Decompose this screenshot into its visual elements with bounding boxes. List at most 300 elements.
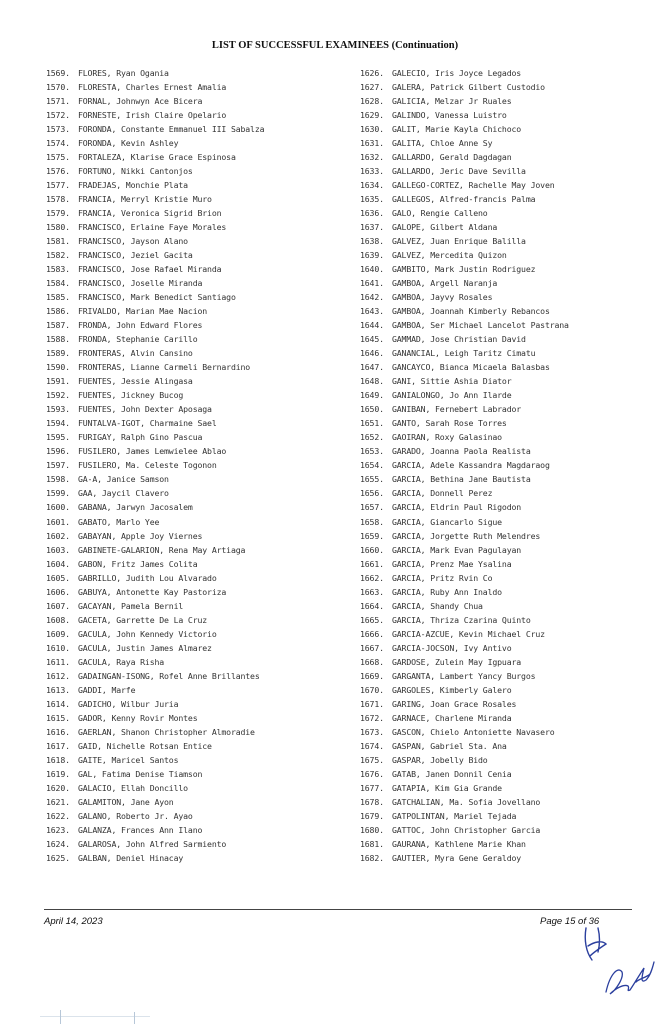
examinee-entry: [46, 304, 346, 318]
entry-number: 1628.: [360, 96, 384, 107]
examinee-entry: [360, 837, 660, 851]
examinee-name: FRANCISCO, Jose Rafael Miranda: [78, 264, 222, 275]
entry-number: 1625.: [46, 852, 70, 863]
examinee-name: FUENTES, Jessie Alingasa: [78, 376, 193, 387]
entry-number: 1630.: [360, 124, 384, 135]
entry-number: 1666.: [360, 628, 384, 639]
entry-number: 1600.: [46, 502, 70, 513]
examinee-entry: [46, 711, 346, 725]
footer-page-number: Page 15 of 36: [540, 916, 600, 927]
examinee-name: FRIVALDO, Marian Mae Nacion: [78, 306, 208, 317]
entry-number: 1598.: [46, 474, 70, 485]
examinee-name: GATTOC, John Christopher Garcia: [392, 824, 541, 835]
entry-number: 1614.: [46, 698, 70, 709]
examinee-name: FORNESTE, Irish Claire Opelario: [78, 110, 227, 121]
examinee-name: FUSILERO, Ma. Celeste Togonon: [78, 460, 217, 471]
examinee-entry: [46, 571, 346, 585]
entry-number: 1659.: [360, 530, 384, 541]
examinee-name: GALAMITON, Jane Ayon: [78, 796, 174, 807]
examinee-name: GANANCIAL, Leigh Taritz Cimatu: [392, 348, 536, 359]
entry-number: 1631.: [360, 138, 384, 149]
examinee-entry: [360, 150, 660, 164]
examinee-entry: [46, 360, 346, 374]
examinee-name: FUNTALVA-IGOT, Charmaine Sael: [78, 418, 217, 429]
entry-number: 1654.: [360, 460, 384, 471]
examinee-entry: [46, 234, 346, 248]
examinee-name: GARCIA, Giancarlo Sigue: [392, 516, 502, 527]
entry-number: 1612.: [46, 670, 70, 681]
examinee-entry: [46, 627, 346, 641]
entry-number: 1642.: [360, 292, 384, 303]
examinee-entry: [46, 164, 346, 178]
examinee-name: FURIGAY, Ralph Gino Pascua: [78, 432, 203, 443]
examinee-entry: [360, 823, 660, 837]
entry-number: 1588.: [46, 334, 70, 345]
examinee-entry: [360, 655, 660, 669]
entry-number: 1616.: [46, 726, 70, 737]
examinee-entry: [46, 136, 346, 150]
examinee-name: GA-A, Janice Samson: [78, 474, 169, 485]
entry-number: 1664.: [360, 600, 384, 611]
examinee-entry: [360, 697, 660, 711]
entry-number: 1678.: [360, 796, 384, 807]
entry-number: 1577.: [46, 180, 70, 191]
examinee-name: FORONDA, Constante Emmanuel III Sabalza: [78, 124, 265, 135]
examinee-entry: [360, 739, 660, 753]
examinee-entry: [46, 809, 346, 823]
examinee-name: GARDOSE, Zulein May Igpuara: [392, 656, 522, 667]
entry-number: 1627.: [360, 82, 384, 93]
examinee-name: GARGANTA, Lambert Yancy Burgos: [392, 670, 536, 681]
examinee-entry: [360, 66, 660, 80]
examinee-entry: [46, 178, 346, 192]
examinee-entry: [360, 262, 660, 276]
entry-number: 1609.: [46, 628, 70, 639]
examinee-entry: [360, 543, 660, 557]
entry-number: 1634.: [360, 180, 384, 191]
examinee-name: GALERA, Patrick Gilbert Custodio: [392, 82, 545, 93]
examinee-name: GARCIA, Shandy Chua: [392, 600, 483, 611]
entry-number: 1681.: [360, 838, 384, 849]
examinee-name: GALVEZ, Juan Enrique Balilla: [392, 236, 526, 247]
examinee-name: GABRILLO, Judith Lou Alvarado: [78, 572, 217, 583]
entry-number: 1596.: [46, 446, 70, 457]
examinee-name: FLORESTA, Charles Ernest Amalia: [78, 82, 227, 93]
examinee-entry: [360, 80, 660, 94]
examinee-entry: [46, 402, 346, 416]
examinee-entry: [46, 80, 346, 94]
examinee-name: FRONTERAS, Alvin Cansino: [78, 348, 193, 359]
examinee-entry: [360, 388, 660, 402]
examinee-entry: [46, 192, 346, 206]
examinee-name: GAMBOA, Argell Naranja: [392, 278, 498, 289]
examinee-name: FRANCISCO, Erlaine Faye Morales: [78, 222, 227, 233]
entry-number: 1586.: [46, 306, 70, 317]
examinee-name: GALITA, Chloe Anne Sy: [392, 138, 493, 149]
entry-number: 1578.: [46, 194, 70, 205]
examinee-entry: [46, 669, 346, 683]
entry-number: 1601.: [46, 516, 70, 527]
examinee-entry: [360, 234, 660, 248]
examinee-name: GARCIA-AZCUE, Kevin Michael Cruz: [392, 628, 545, 639]
examinee-name: GARCIA, Jorgette Ruth Melendres: [392, 530, 541, 541]
examinee-name: GARCIA, Thriza Czarina Quinto: [392, 614, 531, 625]
examinee-name: GALOPE, Gilbert Aldana: [392, 222, 498, 233]
entry-number: 1648.: [360, 376, 384, 387]
entry-number: 1584.: [46, 278, 70, 289]
examinee-entry: [46, 781, 346, 795]
examinee-entry: [46, 458, 346, 472]
examinee-entry: [46, 823, 346, 837]
examinee-name: FORNAL, Johnwyn Ace Bicera: [78, 96, 203, 107]
examinee-name: GALACIO, Ellah Doncillo: [78, 782, 188, 793]
examinee-entry: [360, 486, 660, 500]
examinee-entry: [360, 178, 660, 192]
examinee-entry: [46, 430, 346, 444]
entry-number: 1599.: [46, 488, 70, 499]
examinee-name: GACAYAN, Pamela Bernil: [78, 600, 184, 611]
entry-number: 1660.: [360, 544, 384, 555]
examinee-entry: [360, 360, 660, 374]
examinee-entry: [360, 753, 660, 767]
examinee-name: GARCIA, Bethina Jane Bautista: [392, 474, 531, 485]
examinee-name: GAMBOA, Jayvy Rosales: [392, 292, 493, 303]
entry-number: 1613.: [46, 684, 70, 695]
entry-number: 1662.: [360, 572, 384, 583]
entry-number: 1632.: [360, 152, 384, 163]
entry-number: 1638.: [360, 236, 384, 247]
examinee-entry: [46, 346, 346, 360]
examinee-name: GADICHO, Wilbur Juria: [78, 698, 179, 709]
entry-number: 1656.: [360, 488, 384, 499]
entry-number: 1590.: [46, 362, 70, 373]
examinee-entry: [360, 304, 660, 318]
examinee-entry: [360, 444, 660, 458]
entry-number: 1604.: [46, 558, 70, 569]
examinee-entry: [360, 781, 660, 795]
examinee-name: GANCAYCO, Bianca Micaela Balasbas: [392, 362, 550, 373]
entry-number: 1603.: [46, 544, 70, 555]
entry-number: 1592.: [46, 390, 70, 401]
examinee-entry: [360, 809, 660, 823]
footer-date: April 14, 2023: [44, 916, 103, 927]
entry-number: 1621.: [46, 796, 70, 807]
entry-number: 1575.: [46, 152, 70, 163]
entry-number: 1620.: [46, 782, 70, 793]
examinee-list-left: [46, 66, 346, 865]
examinee-entry: [46, 767, 346, 781]
entry-number: 1569.: [46, 68, 70, 78]
entry-number: 1661.: [360, 558, 384, 569]
examinee-name: GALANO, Roberto Jr. Ayao: [78, 810, 193, 821]
examinee-name: GALECIO, Iris Joyce Legados: [392, 68, 522, 78]
examinee-name: FUENTES, Jickney Bucog: [78, 390, 184, 401]
examinee-entry: [360, 206, 660, 220]
entry-number: 1650.: [360, 404, 384, 415]
examinee-entry: [360, 220, 660, 234]
examinee-entry: [360, 374, 660, 388]
examinee-name: GAA, Jaycil Clavero: [78, 488, 169, 499]
examinee-name: GALICIA, Melzar Jr Ruales: [392, 96, 512, 107]
examinee-entry: [46, 262, 346, 276]
entry-number: 1593.: [46, 404, 70, 415]
entry-number: 1608.: [46, 614, 70, 625]
examinee-entry: [360, 711, 660, 725]
examinee-name: GAURANA, Kathlene Marie Khan: [392, 838, 526, 849]
entry-number: 1624.: [46, 838, 70, 849]
examinee-entry: [46, 150, 346, 164]
entry-number: 1646.: [360, 348, 384, 359]
examinee-entry: [360, 122, 660, 136]
examinee-entry: [360, 248, 660, 262]
examinee-name: FRANCISCO, Mark Benedict Santiago: [78, 292, 236, 303]
entry-number: 1629.: [360, 110, 384, 121]
entry-number: 1649.: [360, 390, 384, 401]
entry-number: 1677.: [360, 782, 384, 793]
examinee-entry: [360, 571, 660, 585]
entry-number: 1594.: [46, 418, 70, 429]
examinee-name: GARCIA, Adele Kassandra Magdaraog: [392, 460, 550, 471]
entry-number: 1672.: [360, 712, 384, 723]
examinee-entry: [46, 318, 346, 332]
entry-number: 1607.: [46, 600, 70, 611]
examinee-entry: [46, 416, 346, 430]
examinee-entry: [46, 655, 346, 669]
examinee-name: GALVEZ, Mercedita Quizon: [392, 250, 507, 261]
examinee-name: GABATO, Marlo Yee: [78, 516, 160, 527]
examinee-name: GAUTIER, Myra Gene Geraldoy: [392, 852, 522, 863]
examinee-name: GANI, Sittie Ashia Diator: [392, 376, 512, 387]
examinee-name: GANTO, Sarah Rose Torres: [392, 418, 507, 429]
entry-number: 1653.: [360, 446, 384, 457]
handwritten-signature: [600, 944, 660, 1004]
entry-number: 1591.: [46, 376, 70, 387]
examinee-entry: [360, 276, 660, 290]
examinee-name: FRANCIA, Merryl Kristie Muro: [78, 194, 212, 205]
examinee-entry: [360, 458, 660, 472]
entry-number: 1644.: [360, 320, 384, 331]
entry-number: 1595.: [46, 432, 70, 443]
examinee-name: GALINDO, Vanessa Luistro: [392, 110, 507, 121]
entry-number: 1579.: [46, 208, 70, 219]
examinee-entry: [360, 529, 660, 543]
entry-number: 1663.: [360, 586, 384, 597]
examinee-entry: [46, 557, 346, 571]
examinee-name: GALIT, Marie Kayla Chichoco: [392, 124, 522, 135]
examinee-entry: [360, 290, 660, 304]
entry-number: 1671.: [360, 698, 384, 709]
entry-number: 1658.: [360, 516, 384, 527]
entry-number: 1617.: [46, 740, 70, 751]
examinee-entry: [360, 332, 660, 346]
examinee-list-right: [360, 66, 660, 865]
entry-number: 1576.: [46, 166, 70, 177]
entry-number: 1618.: [46, 754, 70, 765]
examinee-name: FRANCIA, Veronica Sigrid Brion: [78, 208, 222, 219]
entry-number: 1623.: [46, 824, 70, 835]
examinee-name: GARCIA, Pritz Rvin Co: [392, 572, 493, 583]
entry-number: 1597.: [46, 460, 70, 471]
examinee-entry: [46, 388, 346, 402]
examinee-name: GAL, Fatima Denise Tiamson: [78, 768, 203, 779]
entry-number: 1667.: [360, 642, 384, 653]
examinee-name: GAID, Nichelle Rotsan Entice: [78, 740, 212, 751]
entry-number: 1570.: [46, 82, 70, 93]
examinee-entry: [360, 767, 660, 781]
entry-number: 1572.: [46, 110, 70, 121]
examinee-name: GAMMAD, Jose Christian David: [392, 334, 526, 345]
examinee-entry: [46, 599, 346, 613]
entry-number: 1635.: [360, 194, 384, 205]
examinee-name: GALLEGOS, Alfred-francis Palma: [392, 194, 536, 205]
entry-number: 1682.: [360, 852, 384, 863]
entry-number: 1606.: [46, 586, 70, 597]
examinee-name: GASCON, Chielo Antoniette Navasero: [392, 726, 555, 737]
examinee-name: GARCIA, Mark Evan Pagulayan: [392, 544, 522, 555]
examinee-name: GAMBITO, Mark Justin Rodriguez: [392, 264, 536, 275]
examinee-name: FORONDA, Kevin Ashley: [78, 138, 179, 149]
examinee-name: GARCIA, Ruby Ann Inaldo: [392, 586, 502, 597]
entry-number: 1605.: [46, 572, 70, 583]
crop-mark: [134, 1012, 135, 1024]
examinee-entry: [360, 430, 660, 444]
page-title: LIST OF SUCCESSFUL EXAMINEES (Continuation): [211, 40, 459, 51]
entry-number: 1670.: [360, 684, 384, 695]
entry-number: 1668.: [360, 656, 384, 667]
examinee-entry: [46, 486, 346, 500]
examinee-name: FORTUNO, Nikki Cantonjos: [78, 166, 193, 177]
examinee-entry: [360, 164, 660, 178]
examinee-name: FLORES, Ryan Ogania: [78, 68, 169, 78]
examinee-entry: [46, 374, 346, 388]
examinee-entry: [46, 500, 346, 514]
examinee-entry: [46, 529, 346, 543]
entry-number: 1602.: [46, 530, 70, 541]
entry-number: 1574.: [46, 138, 70, 149]
examinee-entry: [46, 220, 346, 234]
examinee-entry: [46, 753, 346, 767]
entry-number: 1587.: [46, 320, 70, 331]
examinee-entry: [46, 248, 346, 262]
entry-number: 1615.: [46, 712, 70, 723]
examinee-entry: [46, 585, 346, 599]
examinee-entry: [46, 444, 346, 458]
examinee-entry: [46, 739, 346, 753]
examinee-entry: [360, 851, 660, 865]
examinee-name: GAERLAN, Shanon Christopher Almoradie: [78, 726, 255, 737]
examinee-name: GATAB, Janen Donnil Cenia: [392, 768, 512, 779]
examinee-name: GALANZA, Frances Ann Ilano: [78, 824, 203, 835]
examinee-entry: [46, 795, 346, 809]
examinee-name: GADDI, Marfe: [78, 684, 136, 695]
entry-number: 1639.: [360, 250, 384, 261]
examinee-entry: [360, 108, 660, 122]
examinee-name: GATPOLINTAN, Mariel Tejada: [392, 810, 517, 821]
entry-number: 1637.: [360, 222, 384, 233]
crop-mark: [60, 1010, 61, 1024]
examinee-entry: [360, 599, 660, 613]
examinee-name: GASPAR, Jobelly Bido: [392, 754, 488, 765]
examinee-name: GARCIA, Prenz Mae Ysalina: [392, 558, 512, 569]
entry-number: 1665.: [360, 614, 384, 625]
entry-number: 1673.: [360, 726, 384, 737]
examinee-name: GASPAN, Gabriel Sta. Ana: [392, 740, 507, 751]
examinee-entry: [46, 613, 346, 627]
examinee-entry: [46, 683, 346, 697]
examinee-name: FRONTERAS, Lianne Carmeli Bernardino: [78, 362, 251, 373]
examinee-name: GACULA, Justin James Almarez: [78, 642, 212, 653]
examinee-name: GADAINGAN-ISONG, Rofel Anne Brillantes: [78, 670, 260, 681]
entry-number: 1619.: [46, 768, 70, 779]
entry-number: 1626.: [360, 68, 384, 78]
entry-number: 1641.: [360, 278, 384, 289]
examinee-name: GARCIA-JOCSON, Ivy Antivo: [392, 642, 512, 653]
examinee-entry: [360, 725, 660, 739]
examinee-entry: [360, 683, 660, 697]
examinee-entry: [360, 94, 660, 108]
examinee-name: GATAPIA, Kim Gia Grande: [392, 782, 502, 793]
entry-number: 1585.: [46, 292, 70, 303]
entry-number: 1636.: [360, 208, 384, 219]
examinee-name: GALLARDO, Gerald Dagdagan: [392, 152, 512, 163]
examinee-entry: [46, 641, 346, 655]
examinee-entry: [360, 192, 660, 206]
entry-number: 1676.: [360, 768, 384, 779]
examinee-entry: [360, 500, 660, 514]
entry-number: 1640.: [360, 264, 384, 275]
entry-number: 1643.: [360, 306, 384, 317]
examinee-name: FRONDA, John Edward Flores: [78, 320, 203, 331]
examinee-name: GACULA, John Kennedy Victorio: [78, 628, 217, 639]
examinee-entry: [360, 585, 660, 599]
examinee-name: GARCIA, Eldrin Paul Rigodon: [392, 502, 522, 513]
entry-number: 1571.: [46, 96, 70, 107]
entry-number: 1680.: [360, 824, 384, 835]
examinee-name: GALBAN, Deniel Hinacay: [78, 852, 184, 863]
examinee-entry: [46, 515, 346, 529]
examinee-name: FRANCISCO, Jeziel Gacita: [78, 250, 193, 261]
entry-number: 1633.: [360, 166, 384, 177]
examinee-name: GALO, Rengie Calleno: [392, 208, 488, 219]
entry-number: 1611.: [46, 656, 70, 667]
examinee-name: GARGOLES, Kimberly Galero: [392, 684, 512, 695]
entry-number: 1610.: [46, 642, 70, 653]
examinee-name: GABUYA, Antonette Kay Pastoriza: [78, 586, 227, 597]
examinee-entry: [360, 136, 660, 150]
entry-number: 1675.: [360, 754, 384, 765]
examinee-name: FUENTES, John Dexter Aposaga: [78, 404, 212, 415]
examinee-entry: [46, 851, 346, 865]
examinee-name: FRANCISCO, Jayson Alano: [78, 236, 188, 247]
examinee-name: GABANA, Jarwyn Jacosalem: [78, 502, 193, 513]
examinee-name: GARADO, Joanna Paola Realista: [392, 446, 531, 457]
examinee-entry: [46, 122, 346, 136]
examinee-name: GABON, Fritz James Colita: [78, 558, 198, 569]
entry-number: 1582.: [46, 250, 70, 261]
examinee-entry: [46, 725, 346, 739]
examinee-name: GARNACE, Charlene Miranda: [392, 712, 512, 723]
examinee-name: FORTALEZA, Klarise Grace Espinosa: [78, 152, 236, 163]
examinee-entry: [360, 641, 660, 655]
footer-divider: [44, 909, 632, 910]
examinee-entry: [46, 543, 346, 557]
examinee-name: GADOR, Kenny Rovir Montes: [78, 712, 198, 723]
examinee-entry: [46, 276, 346, 290]
entry-number: 1573.: [46, 124, 70, 135]
examinee-name: GALAROSA, John Alfred Sarmiento: [78, 838, 227, 849]
examinee-entry: [46, 837, 346, 851]
examinee-name: GACETA, Garrette De La Cruz: [78, 614, 208, 625]
